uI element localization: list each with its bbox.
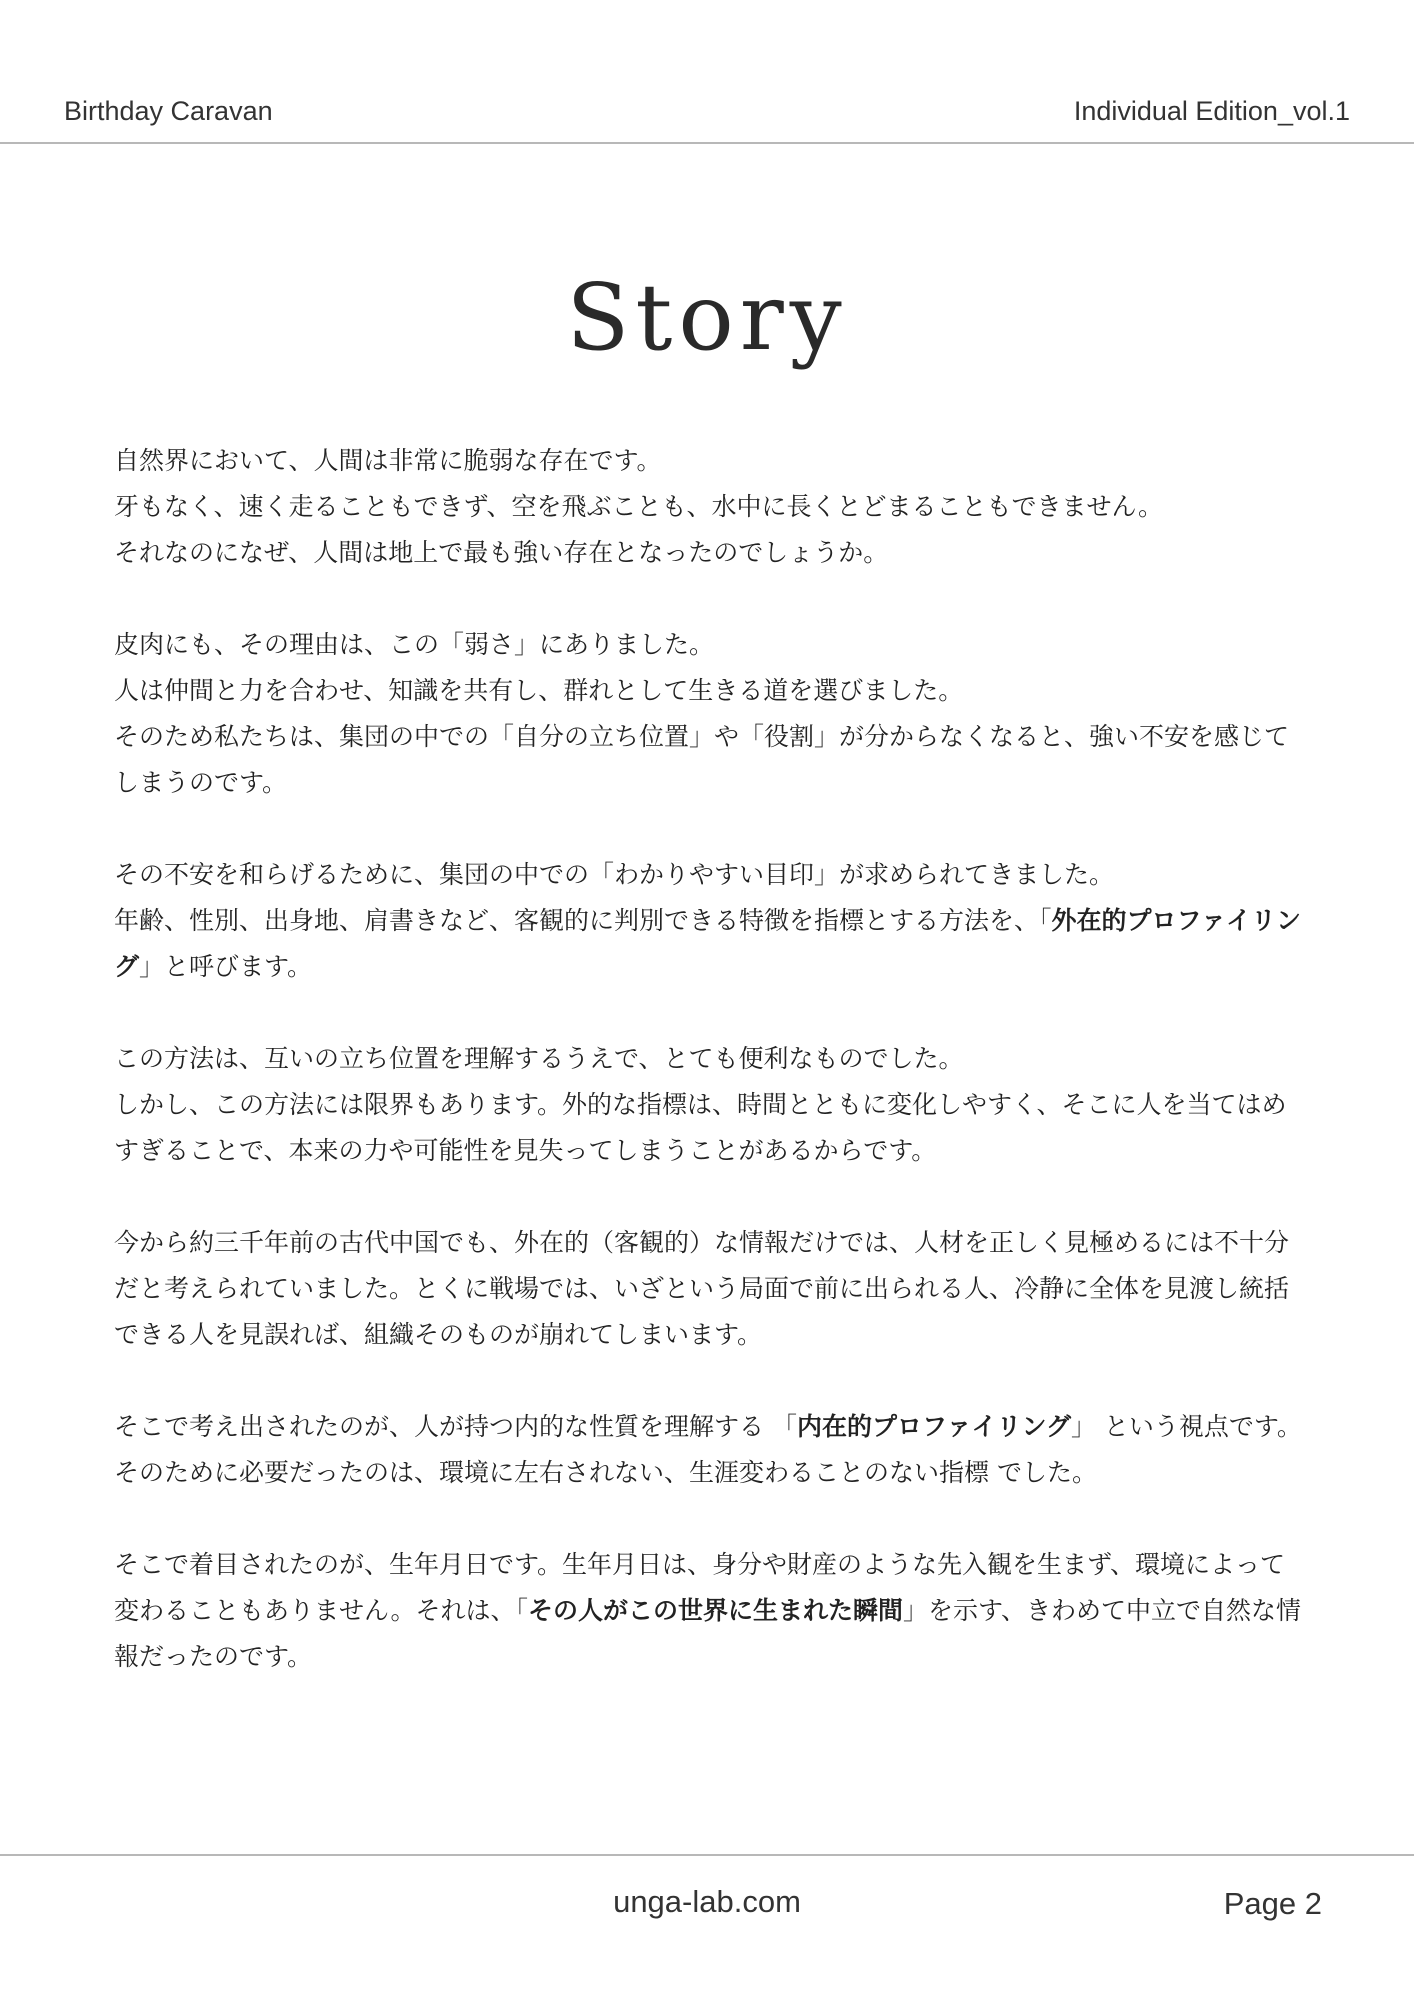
paragraph-6-end: 」 という視点です。そのために必要だったのは、環境に左右されない、生涯変わることのない指標 でした。 (114, 1412, 1302, 1487)
paragraph-5-text: 今から約三千年前の古代中国でも、外在的（客観的）な情報だけでは、人材を正しく見極めるには不十分だと考えられていました。とくに戦場では、いざという局面で前に出られる人、冷静に全体を見渡し統括できる人を見誤れば、組織そのものが崩れてしまいます。 (114, 1228, 1290, 1349)
paragraph-2-line-3: そのため私たちは、集団の中での「自分の立ち位置」や「役割」が分からなくなると、強い不安を感じてしまうのです。 (114, 722, 1290, 797)
publication-title: Birthday Caravan (64, 96, 273, 126)
page-header (0, 0, 1414, 144)
paragraph-5 (114, 1220, 1304, 1358)
paragraph-7-end: 」を示す、きわめて中立で自然な情報だったのです。 (114, 1596, 1302, 1671)
paragraph-1-line-3: それなのになぜ、人間は地上で最も強い存在となったのでしょうか。 (114, 538, 889, 567)
internal-profiling-term: 内在的プロファイリング (796, 1412, 1071, 1441)
paragraph-1-line-1: 自然界において、人間は非常に脆弱な存在です。 (114, 446, 662, 475)
external-profiling-term: 外在的プロファイリング (114, 906, 1302, 981)
birth-moment-phrase: その人がこの世界に生まれた瞬間 (528, 1596, 904, 1625)
paragraph-1-line-2: 牙もなく、速く走ることもできず、空を飛ぶことも、水中に長くとどまることもできません。 (114, 492, 1164, 521)
paragraph-2 (114, 622, 1304, 806)
paragraph-4 (114, 1036, 1304, 1174)
page-number: Page 2 (1223, 1886, 1322, 1921)
paragraph-1 (114, 438, 1304, 576)
paragraph-3-line-2-start: 年齢、性別、出身地、肩書きなど、客観的に判別できる特徴を指標とする方法を、「 (114, 906, 1052, 935)
page-title: Story (566, 263, 848, 371)
edition-label: Individual Edition_vol.1 (1073, 96, 1350, 126)
story-body (114, 438, 1304, 1726)
paragraph-6 (114, 1404, 1304, 1496)
paragraph-7-start: そこで着目されたのが、生年月日です。生年月日は、身分や財産のような先入観を生まず、環境によって変わることもありません。それは、「 (114, 1550, 1286, 1625)
paragraph-6-start: そこで考え出されたのが、人が持つ内的な性質を理解する 「 (114, 1412, 797, 1441)
page-footer (0, 1854, 1414, 1921)
paragraph-2-line-1: 皮肉にも、その理由は、この「弱さ」にありました。 (114, 630, 715, 659)
paragraph-7 (114, 1542, 1304, 1680)
paragraph-3 (114, 852, 1304, 990)
paragraph-4-line-2: しかし、この方法には限界もあります。外的な指標は、時間とともに変化しやすく、そこに人を当てはめすぎることで、本来の力や可能性を見失ってしまうことがあるからです。 (114, 1090, 1287, 1165)
paragraph-3-line-2-end: 」と呼びます。 (139, 952, 313, 981)
paragraph-3-line-1: その不安を和らげるために、集団の中での「わかりやすい目印」が求められてきました。 (114, 860, 1115, 889)
website-url: unga-lab.com (613, 1884, 801, 1919)
paragraph-4-line-1: この方法は、互いの立ち位置を理解するうえで、とても便利なものでした。 (114, 1044, 964, 1073)
paragraph-2-line-2: 人は仲間と力を合わせ、知識を共有し、群れとして生きる道を選びました。 (114, 676, 964, 705)
